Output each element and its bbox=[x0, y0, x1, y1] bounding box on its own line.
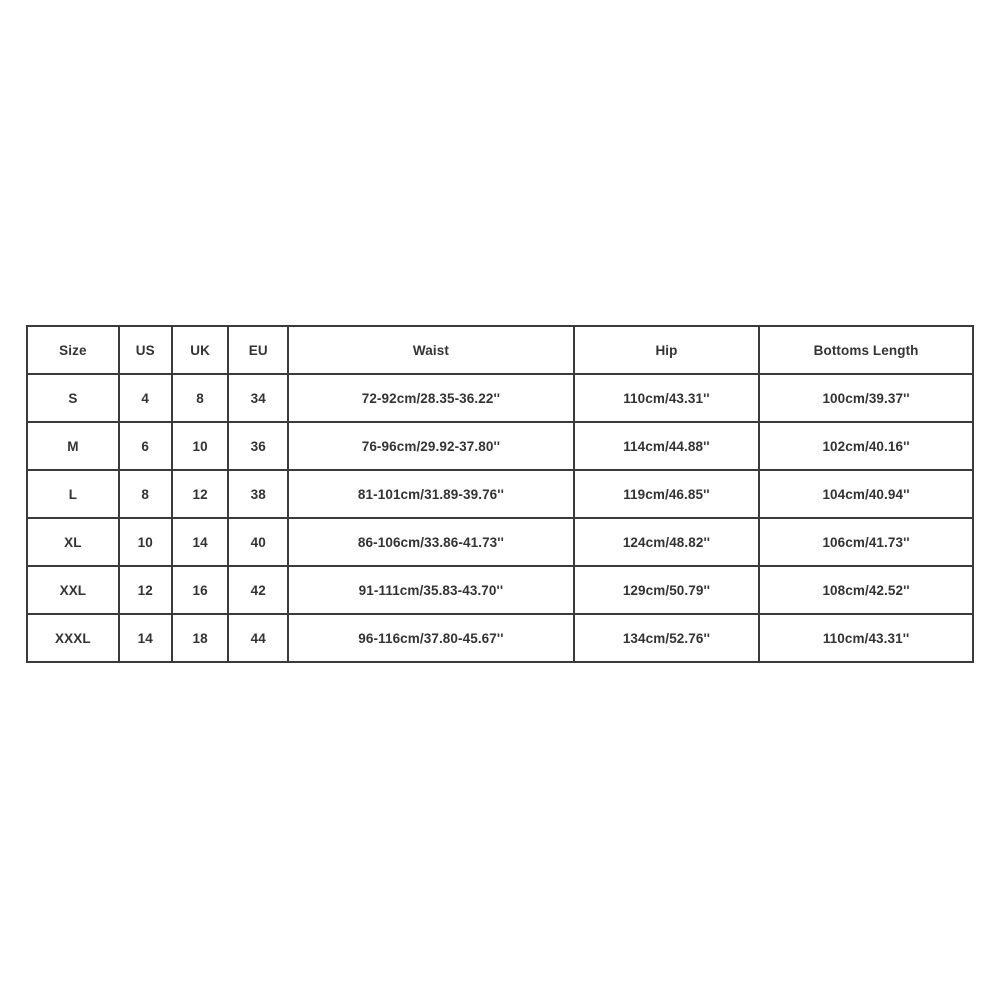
table-cell: 81-101cm/31.89-39.76'' bbox=[288, 470, 574, 518]
table-cell: 76-96cm/29.92-37.80'' bbox=[288, 422, 574, 470]
table-cell: 16 bbox=[172, 566, 229, 614]
table-cell: 8 bbox=[119, 470, 172, 518]
column-header: EU bbox=[228, 326, 288, 374]
table-row bbox=[27, 374, 973, 422]
table-row bbox=[27, 614, 973, 662]
table-cell: 12 bbox=[119, 566, 172, 614]
table-cell: 38 bbox=[228, 470, 288, 518]
table-cell: 91-111cm/35.83-43.70'' bbox=[288, 566, 574, 614]
table-cell: 34 bbox=[228, 374, 288, 422]
table-cell: 129cm/50.79'' bbox=[574, 566, 759, 614]
table-cell: 72-92cm/28.35-36.22'' bbox=[288, 374, 574, 422]
column-header: UK bbox=[172, 326, 229, 374]
table-cell: 14 bbox=[172, 518, 229, 566]
table-cell: 36 bbox=[228, 422, 288, 470]
size-label-cell: XXXL bbox=[27, 614, 119, 662]
table-cell: 6 bbox=[119, 422, 172, 470]
table-cell: 18 bbox=[172, 614, 229, 662]
column-header: Size bbox=[27, 326, 119, 374]
table-cell: 108cm/42.52'' bbox=[759, 566, 973, 614]
table-cell: 42 bbox=[228, 566, 288, 614]
table-cell: 110cm/43.31'' bbox=[574, 374, 759, 422]
table-cell: 8 bbox=[172, 374, 229, 422]
table-cell: 96-116cm/37.80-45.67'' bbox=[288, 614, 574, 662]
table-body bbox=[27, 374, 973, 662]
table-cell: 100cm/39.37'' bbox=[759, 374, 973, 422]
column-header: Bottoms Length bbox=[759, 326, 973, 374]
table-cell: 114cm/44.88'' bbox=[574, 422, 759, 470]
size-chart-table bbox=[26, 325, 974, 663]
table-cell: 86-106cm/33.86-41.73'' bbox=[288, 518, 574, 566]
column-header: US bbox=[119, 326, 172, 374]
table-cell: 10 bbox=[172, 422, 229, 470]
table-row bbox=[27, 518, 973, 566]
table-cell: 12 bbox=[172, 470, 229, 518]
table-cell: 119cm/46.85'' bbox=[574, 470, 759, 518]
table-cell: 14 bbox=[119, 614, 172, 662]
table-cell: 104cm/40.94'' bbox=[759, 470, 973, 518]
table-cell: 106cm/41.73'' bbox=[759, 518, 973, 566]
size-label-cell: M bbox=[27, 422, 119, 470]
table-cell: 10 bbox=[119, 518, 172, 566]
column-header: Hip bbox=[574, 326, 759, 374]
column-header: Waist bbox=[288, 326, 574, 374]
table-cell: 4 bbox=[119, 374, 172, 422]
table-row bbox=[27, 566, 973, 614]
table-cell: 44 bbox=[228, 614, 288, 662]
header-row bbox=[27, 326, 973, 374]
size-label-cell: XXL bbox=[27, 566, 119, 614]
size-label-cell: L bbox=[27, 470, 119, 518]
table-cell: 102cm/40.16'' bbox=[759, 422, 973, 470]
size-label-cell: XL bbox=[27, 518, 119, 566]
table-row bbox=[27, 422, 973, 470]
table-cell: 124cm/48.82'' bbox=[574, 518, 759, 566]
table-cell: 134cm/52.76'' bbox=[574, 614, 759, 662]
size-label-cell: S bbox=[27, 374, 119, 422]
table-cell: 40 bbox=[228, 518, 288, 566]
table-cell: 110cm/43.31'' bbox=[759, 614, 973, 662]
table-row bbox=[27, 470, 973, 518]
